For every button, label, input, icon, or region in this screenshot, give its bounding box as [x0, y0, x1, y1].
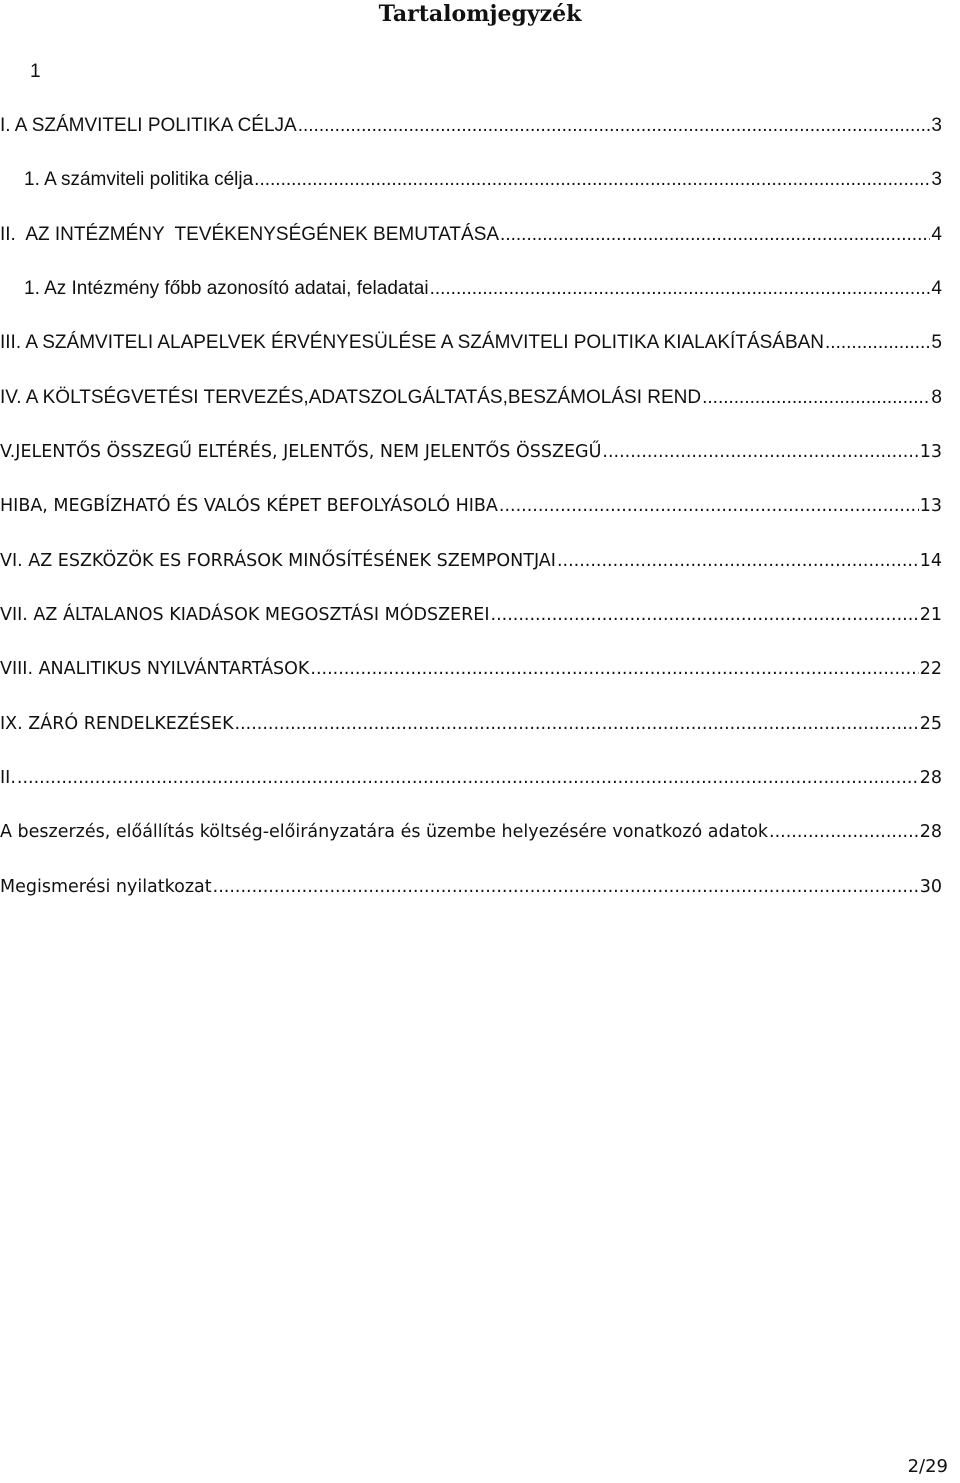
toc-entry-page: 28 [919, 767, 942, 788]
toc-entry[interactable] [0, 601, 942, 655]
toc-entry-page: 25 [919, 713, 942, 734]
toc-entry[interactable] [0, 275, 942, 329]
toc-entry-page: 22 [919, 659, 942, 680]
toc-entry-page: 8 [931, 386, 942, 408]
toc-entry-page: 30 [919, 876, 942, 897]
toc-entry-page: 13 [919, 441, 942, 462]
toc-entry[interactable] [0, 221, 942, 275]
toc-entry-text: VI. AZ ESZKÖZÖK ES FORRÁSOK MINŐSÍTÉSÉNEK SZEMPONTJAI [0, 550, 556, 571]
toc-leader-dots [254, 166, 930, 194]
toc-entry-page: 14 [919, 550, 942, 571]
toc-entry[interactable] [0, 655, 942, 709]
toc-leader-dots [499, 492, 919, 520]
table-of-contents [0, 112, 942, 927]
toc-leader-dots [602, 438, 918, 466]
top-number: 1 [30, 61, 41, 82]
toc-entry[interactable] [0, 818, 942, 872]
toc-entry-text: II. AZ INTÉZMÉNY TEVÉKENYSÉGÉNEK BEMUTATÁSA [0, 223, 500, 245]
toc-entry[interactable] [0, 873, 942, 927]
toc-leader-dots [557, 547, 919, 575]
toc-entry-text: IV. A KÖLTSÉGVETÉSI TERVEZÉS,ADATSZOLGÁLTATÁS,BESZÁMOLÁSI REND [0, 386, 702, 408]
toc-entry-page: 5 [931, 332, 942, 354]
page-number: 2/29 [907, 1456, 948, 1477]
toc-entry-text: I. A SZÁMVITELI POLITIKA CÉLJA [0, 115, 297, 136]
toc-entry-page: 3 [931, 115, 942, 136]
toc-entry-page: 4 [931, 223, 942, 245]
toc-entry-text: II. [0, 767, 16, 788]
toc-entry-text: V.JELENTŐS ÖSSZEGŰ ELTÉRÉS, JELENTŐS, NEM JELENTŐS ÖSSZEGŰ [0, 441, 602, 462]
toc-entry-text: 1. Az Intézmény főbb azonosító adatai, feladatai [24, 277, 429, 299]
toc-leader-dots [213, 873, 919, 901]
toc-leader-dots [769, 818, 919, 846]
toc-entry[interactable] [0, 710, 942, 764]
toc-leader-dots [310, 655, 918, 683]
toc-entry[interactable] [0, 166, 942, 220]
toc-entry[interactable] [0, 384, 942, 438]
toc-entry[interactable] [0, 764, 942, 818]
toc-entry-text: III. A SZÁMVITELI ALAPELVEK ÉRVÉNYESÜLÉSE A SZÁMVITELI POLITIKA KIALAKÍTÁSÁBAN [0, 332, 825, 354]
toc-entry-text: VIII. ANALITIKUS NYILVÁNTARTÁSOK [0, 659, 310, 680]
toc-entry[interactable] [0, 438, 942, 492]
toc-leader-dots [17, 764, 919, 792]
toc-entry-page: 3 [931, 169, 942, 191]
toc-leader-dots [825, 329, 930, 357]
toc-entry-text: Megismerési nyilatkozat [0, 876, 212, 897]
toc-entry-page: 21 [919, 604, 942, 625]
toc-leader-dots [430, 275, 931, 303]
toc-entry[interactable] [0, 492, 942, 546]
toc-leader-dots [235, 710, 919, 738]
toc-entry[interactable] [0, 547, 942, 601]
toc-entry-page: 28 [919, 822, 942, 843]
toc-entry-text: A beszerzés, előállítás költség-előirányzatára és üzembe helyezésére vonatkozó adatok [0, 822, 769, 843]
toc-entry-text: IX. ZÁRÓ RENDELKEZÉSEK [0, 713, 234, 734]
toc-title: Tartalomjegyzék [378, 1, 582, 27]
toc-leader-dots [298, 112, 931, 140]
toc-entry-text: VII. AZ ÁLTALANOS KIADÁSOK MEGOSZTÁSI MÓDSZEREI [0, 604, 490, 625]
toc-entry[interactable] [0, 112, 942, 166]
toc-leader-dots [702, 384, 930, 412]
toc-entry-text: 1. A számviteli politika célja [24, 169, 254, 191]
toc-entry-page: 13 [919, 496, 942, 517]
toc-entry-page: 4 [931, 277, 942, 299]
toc-entry-text: HIBA, MEGBÍZHATÓ ÉS VALÓS KÉPET BEFOLYÁSOLÓ HIBA [0, 496, 498, 517]
toc-entry[interactable] [0, 329, 942, 383]
toc-leader-dots [491, 601, 919, 629]
toc-leader-dots [500, 221, 930, 249]
